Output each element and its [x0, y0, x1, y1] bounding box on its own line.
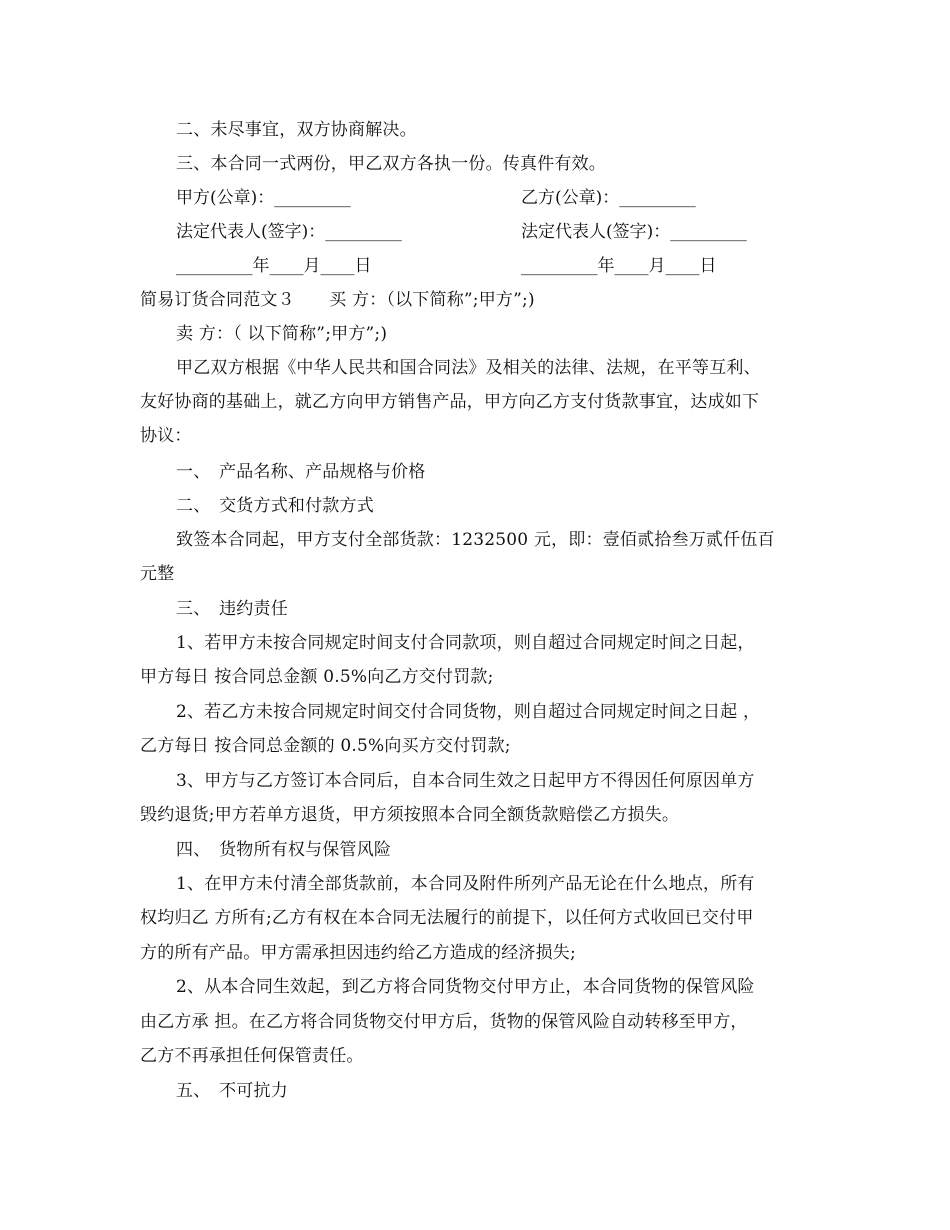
breach-1-line-1: 1、若甲方未按合同规定时间支付合同款项，则自超过合同规定时间之日起， [176, 633, 755, 653]
ownership-1-line-3: 方的所有产品。甲方需承担因违约给乙方造成的经济损失; [140, 943, 576, 963]
ownership-2-line-3: 乙方不再承担任何保管责任。 [140, 1046, 364, 1066]
clause-copies: 三、本合同一式两份，甲乙双方各执一份。传真件有效。 [176, 154, 606, 174]
ownership-2-line-1: 2、从本合同生效起，到乙方将合同货物交付甲方止，本合同货物的保管风险 [176, 977, 755, 997]
ownership-2-line-2: 由乙方承 担。在乙方将合同货物交付甲方后，货物的保管风险自动转移至甲方， [140, 1012, 748, 1032]
section-2-heading: 二、 交货方式和付款方式 [176, 496, 374, 516]
party-a-representative: 法定代表人(签字)：_________ [176, 222, 402, 242]
preamble-line-3: 协议： [140, 426, 192, 446]
clause-unresolved: 二、未尽事宜，双方协商解决。 [176, 120, 417, 140]
seller-line: 卖 方：（ 以下简称”;甲方”;) [176, 324, 388, 344]
breach-2-line-2: 乙方每日 按合同总金额的 0.5%向买方交付罚款; [140, 736, 511, 756]
breach-2-line-1: 2、若乙方未按合同规定时间交付合同货物，则自超过合同规定时间之日起 ， [176, 702, 761, 722]
section-1-heading: 一、 产品名称、产品规格与价格 [176, 462, 426, 482]
breach-3-line-2: 毁约退货;甲方若单方退货，甲方须按照本合同全额货款赔偿乙方损失。 [140, 805, 680, 825]
payment-line-2: 元整 [140, 564, 175, 584]
section-5-heading: 五、 不可抗力 [176, 1081, 288, 1101]
party-a-seal: 甲方(公章)：_________ [176, 188, 351, 208]
party-b-date: _________年____月____日 [521, 256, 717, 276]
party-b-seal: 乙方(公章)：_________ [521, 188, 696, 208]
party-b-representative: 法定代表人(签字)：_________ [521, 222, 747, 242]
preamble-line-1: 甲乙双方根据《中华人民共和国合同法》及相关的法律、法规，在平等互利、 [176, 358, 761, 378]
ownership-1-line-1: 1、在甲方未付清全部货款前，本合同及附件所列产品无论在什么地点，所有 [176, 874, 755, 894]
section-4-heading: 四、 货物所有权与保管风险 [176, 840, 392, 860]
preamble-line-2: 友好协商的基础上，就乙方向甲方销售产品，甲方向乙方支付货款事宜，达成如下 [140, 392, 760, 412]
sample-title-buyer: 简易订货合同范文３ 买 方：（以下简称”;甲方”;) [140, 290, 535, 310]
party-a-date: _________年____月____日 [176, 256, 372, 276]
breach-1-line-2: 甲方每日 按合同总金额 0.5%向乙方交付罚款; [140, 667, 494, 687]
payment-line-1: 致签本合同起，甲方支付全部货款：1232500 元，即：壹佰贰拾叁万贰仟伍百 [176, 530, 775, 550]
breach-3-line-1: 3、甲方与乙方签订本合同后，自本合同生效之日起甲方不得因任何原因单方 [176, 771, 755, 791]
ownership-1-line-2: 权均归乙 方所有;乙方有权在本合同无法履行的前提下，以任何方式收回已交付甲 [140, 908, 754, 928]
section-3-heading: 三、 违约责任 [176, 599, 288, 619]
